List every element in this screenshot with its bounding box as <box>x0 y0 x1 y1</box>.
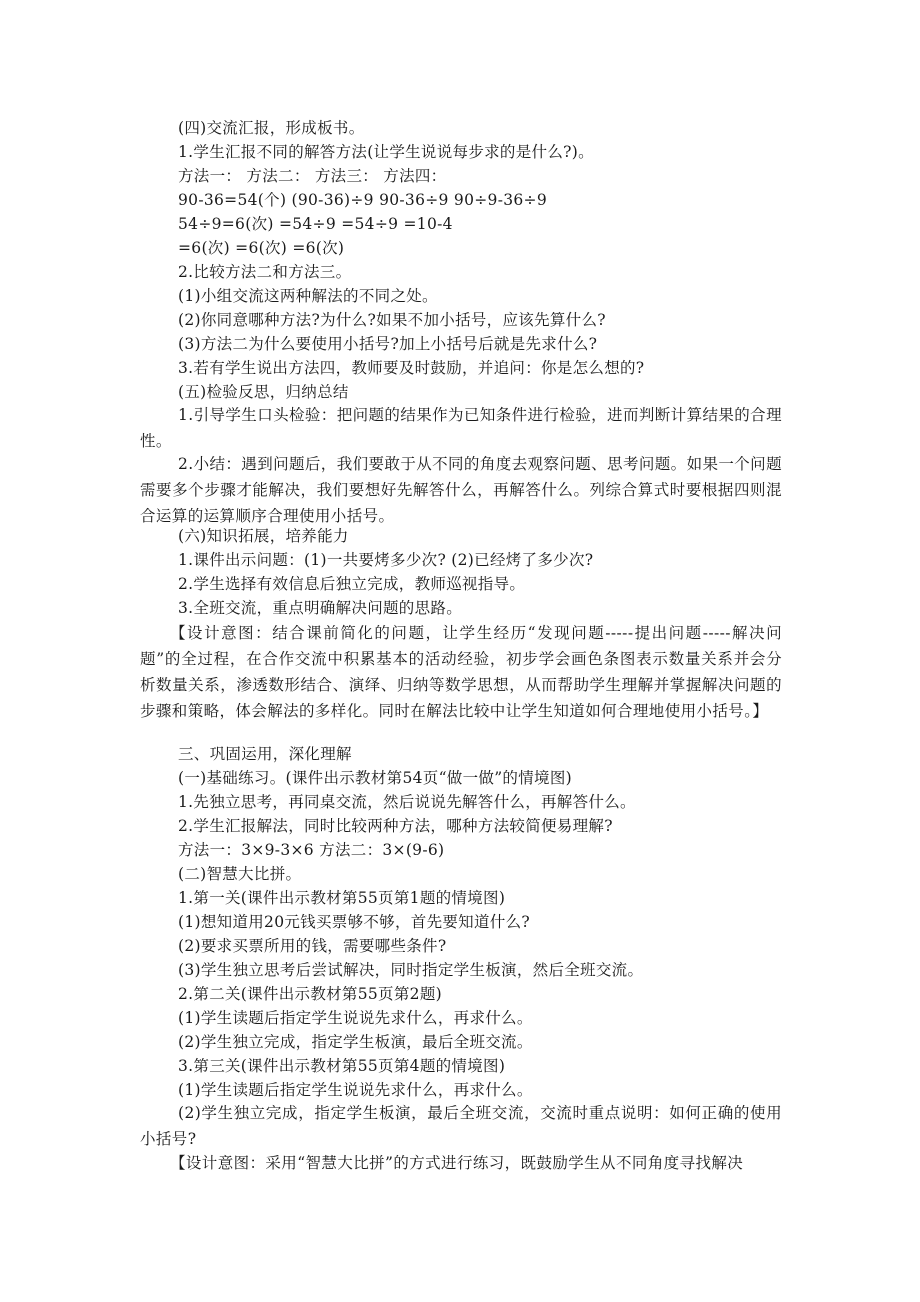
text-line: (1)学生读题后指定学生说说先求什么，再求什么。 <box>178 1009 533 1027</box>
text-line: (2)要求买票所用的钱，需要哪些条件? <box>178 937 447 955</box>
text-line: (二)智慧大比拼。 <box>178 865 302 883</box>
text-line: 2.学生选择有效信息后独立完成，教师巡视指导。 <box>178 575 526 593</box>
paragraph-verify: 1.引导学生口头检验：把问题的结果作为已知条件进行检验，进而判断计算结果的合理性。 <box>140 406 782 450</box>
section-heading-3: 三、巩固运用，深化理解 <box>178 745 352 763</box>
text-line: (3)方法二为什么要使用小括号?加上小括号后就是先求什么? <box>178 335 598 353</box>
text-line: 1.课件出示问题：(1)一共要烤多少次? (2)已经烤了多少次? <box>178 551 594 569</box>
text-line: 2.第二关(课件出示教材第55页第2题) <box>178 985 442 1003</box>
paragraph-final-step: (2)学生独立完成，指定学生板演，最后全班交流，交流时重点说明：如何正确的使用小括号? <box>140 1104 782 1148</box>
text-line: 3.第三关(课件出示教材第55页第4题的情境图) <box>178 1057 506 1075</box>
text-line: (3)学生独立思考后尝试解决，同时指定学生板演，然后全班交流。 <box>178 961 644 979</box>
section-heading-5: (五)检验反思，归纳总结 <box>178 383 349 401</box>
text-line: 1.先独立思考，再同桌交流，然后说说先解答什么，再解答什么。 <box>178 793 636 811</box>
text-line: 2.比较方法二和方法三。 <box>178 263 352 281</box>
equation-line: =6(次) =6(次) =6(次) <box>178 239 345 257</box>
text-line: (2)学生独立完成，指定学生板演，最后全班交流。 <box>178 1033 533 1051</box>
section-heading-6: (六)知识拓展，培养能力 <box>178 527 349 545</box>
text-line: (1)小组交流这两种解法的不同之处。 <box>178 287 438 305</box>
paragraph-summary: 2.小结：遇到问题后，我们要敢于从不同的角度去观察问题、思考问题。如果一个问题需要多个步骤才能解决，我们要想好先解答什么，再解答什么。列综合算式时要根据四则混合运算的运算顺序合理使用小括号。 <box>140 455 782 525</box>
equation-line: 90-36=54(个) (90-36)÷9 90-36÷9 90÷9-36÷9 <box>178 191 548 209</box>
equation-line: 54÷9=6(次) =54÷9 =54÷9 =10-4 <box>178 215 453 233</box>
text-line: 3.若有学生说出方法四，教师要及时鼓励，并追问：你是怎么想的? <box>178 359 645 377</box>
design-intent-paragraph: 【设计意图：结合课前简化的问题，让学生经历“发现问题-----提出问题-----解决问题”的全过程，在合作交流中积累基本的活动经验，初步学会画色条图表示数量关系并会分析数量关系，渗透数形结合、演绎、归纳等数学思想，从而帮助学生理解并掌握解决问题的步骤和策略，体会解法的多样化。同时在解法比较中让学生知道如何合理地使用小括号。】 <box>140 624 782 720</box>
text-line: 3.全班交流，重点明确解决问题的思路。 <box>178 599 462 617</box>
text-line: (1)学生读题后指定学生说说先求什么，再求什么。 <box>178 1081 533 1099</box>
text-line: 1.学生汇报不同的解答方法(让学生说说每步求的是什么?)。 <box>178 143 594 161</box>
text-line: (2)你同意哪种方法?为什么?如果不加小括号，应该先算什么? <box>178 311 606 329</box>
text-line: 1.第一关(课件出示教材第55页第1题的情境图) <box>178 889 506 907</box>
equation-line: 方法一：3×9-3×6 方法二：3×(9-6) <box>178 841 445 859</box>
methods-header: 方法一： 方法二： 方法三： 方法四： <box>178 167 447 185</box>
text-line: (一)基础练习。(课件出示教材第54页“做一做”的情境图) <box>178 769 572 787</box>
design-intent-paragraph-2: 【设计意图：采用“智慧大比拼”的方式进行练习，既鼓励学生从不同角度寻找解决 <box>170 1154 744 1172</box>
text-line: (1)想知道用20元钱买票够不够，首先要知道什么? <box>178 913 530 931</box>
text-line: 2.学生汇报解法，同时比较两种方法，哪种方法较简便易理解? <box>178 817 613 835</box>
section-heading-4: (四)交流汇报，形成板书。 <box>178 119 365 137</box>
